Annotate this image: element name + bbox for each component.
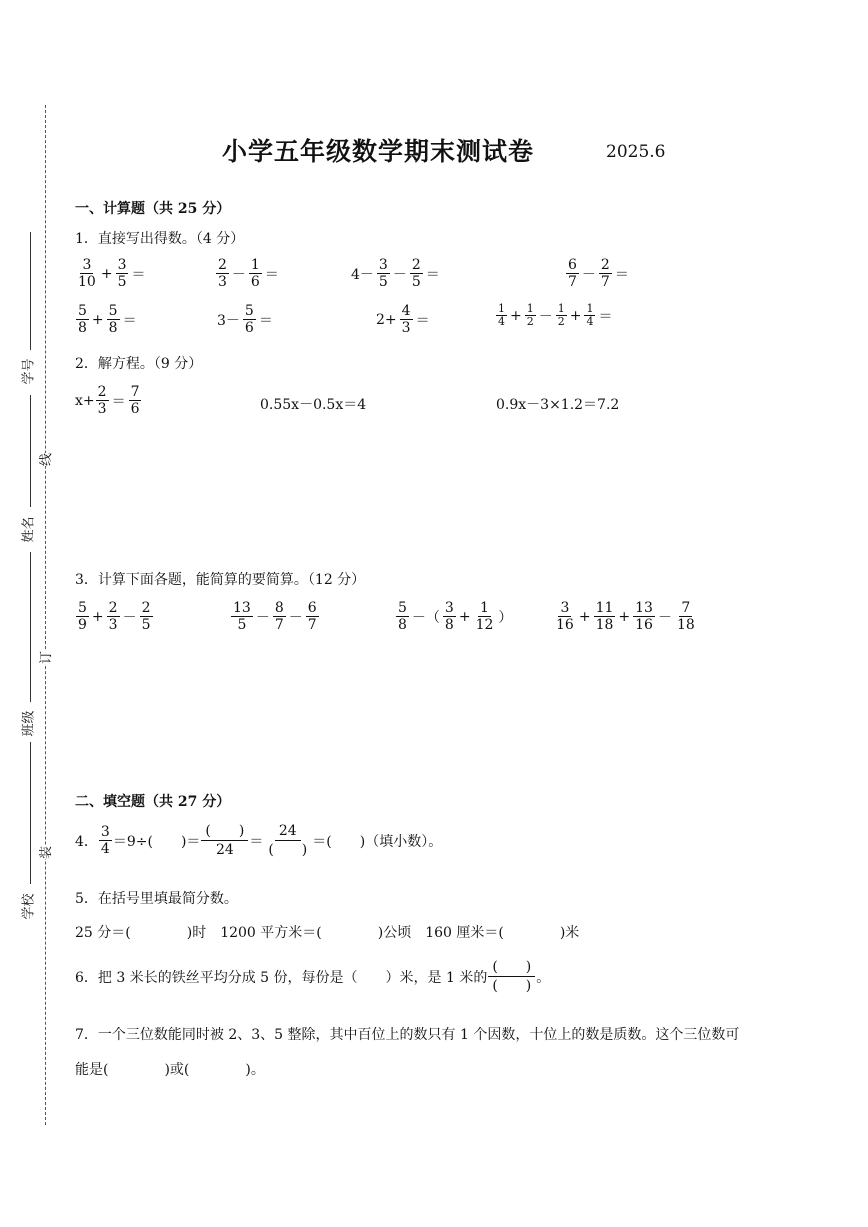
denominator: 6	[130, 401, 140, 417]
cut-mark-bind: 装	[35, 846, 54, 859]
denominator: 7	[568, 274, 577, 290]
operator: +	[91, 608, 104, 625]
denominator: 5	[411, 274, 421, 290]
denominator: 2	[526, 315, 534, 328]
operator: －	[392, 266, 407, 283]
fraction	[76, 303, 89, 336]
denominator: 5	[141, 617, 151, 633]
fraction-blank[interactable]	[264, 822, 311, 859]
denominator: 18	[595, 617, 614, 633]
q7-line2[interactable]: 能是( )或( )。	[75, 1062, 265, 1078]
numerator: 1	[526, 302, 534, 315]
denominator: 24	[215, 842, 234, 858]
fraction	[474, 600, 496, 633]
eq1-prefix: x+	[75, 392, 95, 409]
operator: －	[231, 266, 246, 283]
fraction	[99, 824, 112, 857]
fraction	[129, 384, 142, 417]
fraction	[584, 303, 595, 328]
fraction	[107, 600, 120, 633]
q4-equals: ＝	[249, 833, 264, 850]
exam-date: 2025.6	[606, 142, 666, 162]
expression	[75, 257, 147, 290]
denominator: 4	[100, 841, 110, 857]
expression	[374, 303, 432, 336]
expression	[349, 257, 442, 290]
equation-1	[75, 384, 142, 417]
fraction-blank[interactable]	[201, 822, 248, 859]
numerator: 1	[586, 302, 594, 315]
operator: +	[578, 608, 591, 625]
denominator: 16	[556, 617, 574, 633]
operator: ＝	[614, 266, 629, 283]
numerator: 1	[480, 600, 489, 616]
numerator: 2	[141, 600, 151, 616]
denominator: 4	[586, 315, 594, 328]
denominator: 3	[218, 274, 227, 290]
cut-mark-staple: 订	[35, 651, 54, 664]
fraction	[76, 600, 89, 633]
fraction	[377, 257, 390, 290]
denominator: 3	[108, 617, 118, 633]
fraction	[76, 257, 98, 290]
numerator: 2	[108, 600, 118, 616]
operator: －	[122, 609, 137, 626]
denominator: 12	[475, 617, 494, 633]
denominator: 7	[274, 617, 284, 633]
q3-label: 3．计算下面各题，能简算的要简算。（12 分）	[75, 572, 366, 588]
operator: +	[618, 608, 631, 625]
field-underline-name	[30, 395, 31, 507]
operator: ＝	[598, 308, 613, 325]
q4-number: 4．	[75, 833, 98, 850]
numerator: 2	[600, 257, 610, 273]
numerator: 5	[78, 303, 87, 319]
field-label-name: 姓名	[21, 516, 37, 543]
fraction	[306, 600, 319, 633]
page-title: 小学五年级数学期末测试卷	[222, 137, 535, 166]
denominator: 8	[444, 617, 454, 633]
operator: +	[458, 608, 471, 625]
q4-line	[75, 822, 442, 859]
numerator: 1	[557, 302, 565, 315]
operator: ）	[498, 609, 513, 626]
numerator: 2	[411, 257, 421, 273]
numerator: 1	[250, 257, 260, 273]
denominator-blank[interactable]: ( )	[268, 842, 308, 858]
operator: ＝	[131, 266, 146, 283]
q1-label: 1．直接写出得数。（4 分）	[75, 231, 245, 247]
fraction	[599, 257, 612, 290]
numerator: 24	[275, 822, 301, 841]
field-underline-student-id	[30, 232, 31, 350]
operator: －	[581, 266, 596, 283]
denominator: 6	[244, 320, 254, 336]
operator: －	[657, 609, 672, 626]
q4-part1: ＝9÷( )＝	[112, 833, 201, 850]
denominator: 16	[635, 617, 653, 633]
fraction	[633, 600, 655, 633]
operator: 4－	[351, 266, 374, 283]
denominator: 5	[237, 617, 247, 633]
cut-mark-line: 线	[35, 453, 54, 466]
q7-line1: 7．一个三位数能同时被 2、3、5 整除，其中百位上的数只有 1 个因数，十位上的数是质数。这个三位数可	[75, 1027, 740, 1043]
numerator: 3	[444, 600, 454, 616]
numerator: 7	[681, 600, 691, 616]
operator: +	[569, 307, 582, 324]
fraction	[496, 303, 507, 328]
expression	[75, 303, 139, 336]
operator: －（	[411, 609, 440, 626]
denominator: 18	[676, 617, 695, 633]
numerator-blank[interactable]: ( )	[201, 822, 248, 841]
expression	[215, 303, 275, 336]
denominator: 8	[398, 617, 407, 633]
expression	[75, 600, 154, 633]
denominator: 9	[78, 617, 87, 633]
numerator: 13	[233, 600, 251, 616]
numerator: 5	[108, 303, 118, 319]
fraction	[140, 600, 153, 633]
numerator: 1	[498, 302, 505, 315]
q6-text: 6．把 3 米长的铁丝平均分成 5 份，每份是（ ）米，是 1 米的	[75, 969, 488, 986]
fraction	[116, 257, 129, 290]
denominator: 2	[557, 315, 565, 328]
numerator: 6	[568, 257, 577, 273]
denominator: 4	[498, 315, 505, 328]
numerator: 3	[82, 257, 92, 273]
q4-part2: ＝( )（填小数）。	[312, 833, 443, 850]
operator: －	[255, 609, 270, 626]
operator: +	[510, 307, 522, 324]
denominator: 10	[78, 274, 96, 290]
fraction	[556, 303, 567, 328]
denominator: 7	[307, 617, 317, 633]
fraction	[243, 303, 256, 336]
fraction	[216, 257, 229, 290]
numerator-blank[interactable]: ( )	[488, 958, 535, 977]
q6-tail: 。	[536, 969, 551, 986]
q5-line[interactable]: 25 分＝( )时 1200 平方米＝( )公顷 160 厘米＝( )米	[75, 925, 580, 941]
operator: －	[538, 308, 553, 325]
denominator: 7	[600, 274, 610, 290]
field-underline-school	[30, 742, 31, 884]
numerator: 3	[100, 824, 110, 840]
numerator: 8	[274, 600, 284, 616]
operator: －	[288, 609, 303, 626]
operator: 2+	[376, 311, 397, 328]
expression	[230, 600, 320, 633]
numerator: 6	[307, 600, 317, 616]
equation-2: 0.55x－0.5x＝4	[260, 397, 367, 413]
field-label-class: 班级	[21, 710, 37, 737]
numerator: 5	[78, 600, 87, 616]
equation-3: 0.9x－3×1.2＝7.2	[496, 397, 620, 413]
field-label-school: 学校	[21, 893, 37, 920]
fraction	[249, 257, 262, 290]
operator: +	[91, 311, 104, 328]
fraction	[231, 600, 253, 633]
denominator: 5	[117, 274, 127, 290]
operator: 3－	[217, 312, 240, 329]
numerator: 7	[130, 384, 140, 400]
section2-heading: 二、填空题（共 27 分）	[75, 794, 231, 810]
q6-line	[75, 958, 550, 995]
numerator: 5	[244, 303, 254, 319]
expression	[495, 303, 614, 328]
fraction	[675, 600, 697, 633]
denominator: 6	[250, 274, 260, 290]
numerator: 3	[117, 257, 127, 273]
numerator: 2	[218, 257, 227, 273]
expression	[215, 257, 281, 290]
operator: ＝	[415, 312, 430, 329]
field-underline-class	[30, 552, 31, 702]
expression	[553, 600, 698, 633]
operator: ＝	[264, 266, 279, 283]
numerator: 13	[635, 600, 653, 616]
binding-dashed-line	[45, 105, 46, 1125]
equals-sign: ＝	[111, 393, 126, 410]
numerator: 3	[560, 600, 570, 616]
fraction	[554, 600, 576, 633]
denominator: 3	[401, 320, 411, 336]
section1-heading: 一、计算题（共 25 分）	[75, 201, 231, 217]
q5-label: 5．在括号里填最简分数。	[75, 891, 238, 907]
expression	[565, 257, 631, 290]
fraction	[566, 257, 579, 290]
operator: ＝	[122, 312, 137, 329]
numerator: 2	[97, 384, 107, 400]
operator: ＝	[258, 312, 273, 329]
field-label-student-id: 学号	[21, 358, 37, 385]
fraction	[410, 257, 423, 290]
fraction	[107, 303, 120, 336]
expression	[395, 600, 514, 633]
numerator: 5	[398, 600, 407, 616]
fraction	[96, 384, 109, 417]
operator: ＝	[425, 266, 440, 283]
q2-label: 2．解方程。（9 分）	[75, 356, 203, 372]
denominator: 5	[378, 274, 388, 290]
operator: +	[100, 265, 113, 282]
fraction	[396, 600, 409, 633]
numerator: 11	[595, 600, 614, 616]
denominator: 3	[97, 401, 107, 417]
fraction	[400, 303, 413, 336]
fraction	[525, 303, 536, 328]
denominator: 8	[108, 320, 118, 336]
fraction	[594, 600, 616, 633]
denominator-blank[interactable]: ( )	[492, 978, 532, 994]
fraction-blank[interactable]	[488, 958, 535, 995]
fraction	[443, 600, 456, 633]
denominator: 8	[78, 320, 87, 336]
numerator: 4	[401, 303, 411, 319]
numerator: 3	[378, 257, 388, 273]
fraction	[273, 600, 286, 633]
